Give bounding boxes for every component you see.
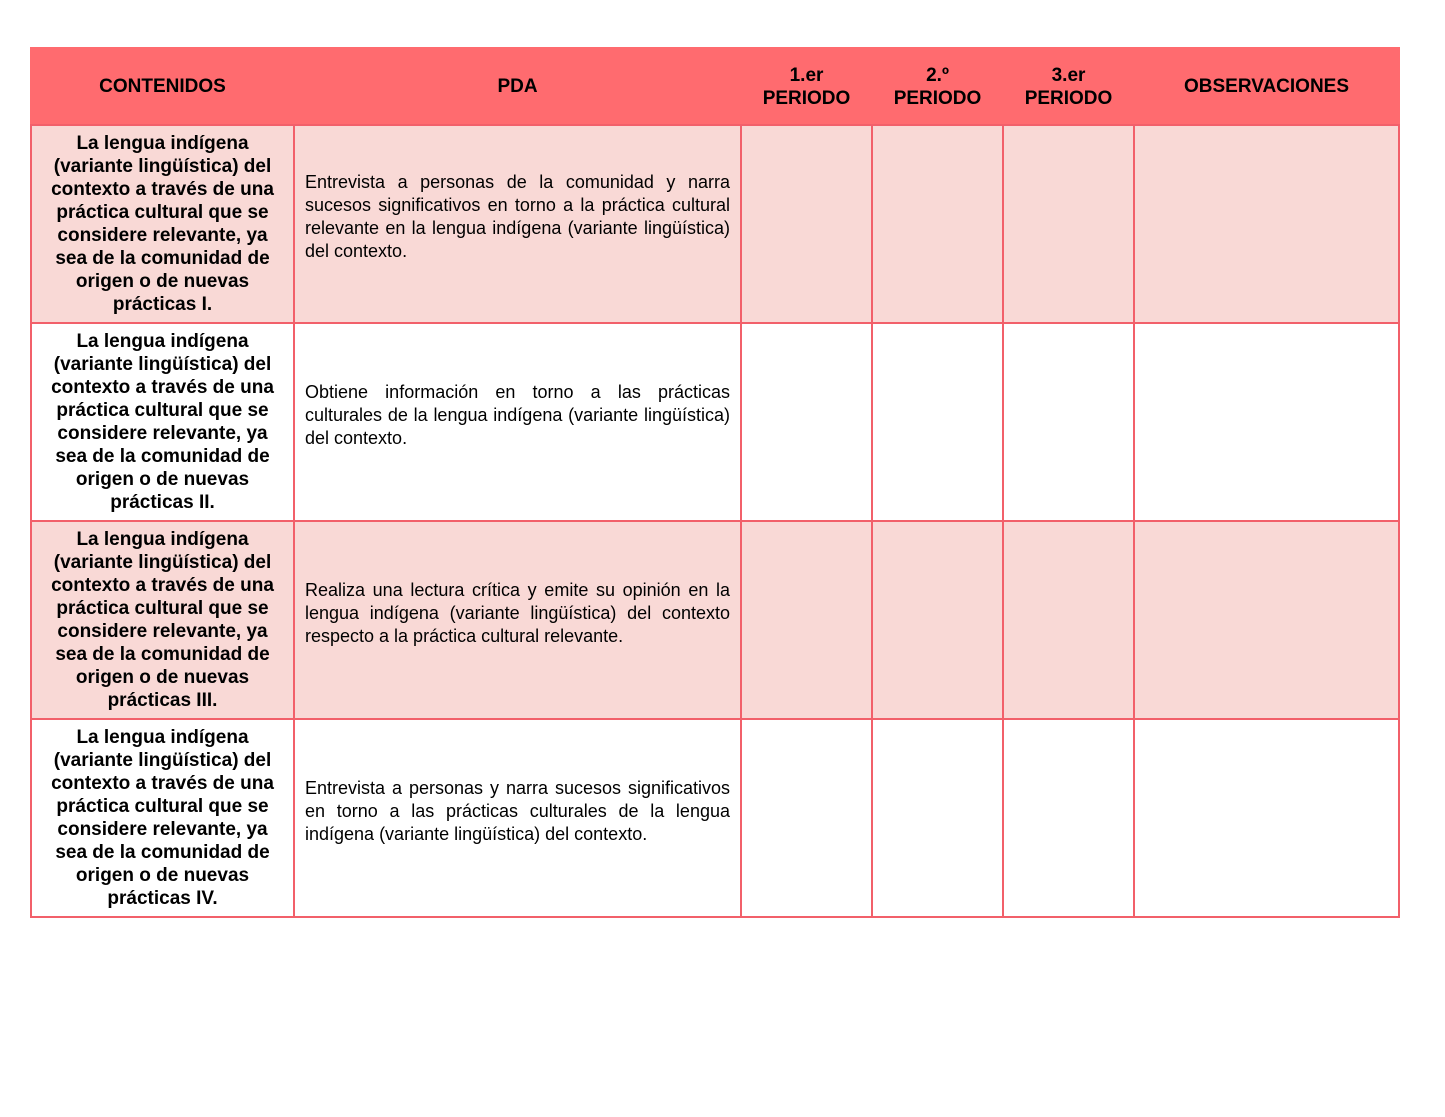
periodo-1-cell[interactable] [741,323,872,521]
header-row [31,48,1399,125]
header-contenidos: CONTENIDOS [31,48,294,125]
pda-cell: Entrevista a personas y narra sucesos significativos en torno a las prácticas culturales de la lengua indígena (variante lingüística) del contexto. [294,719,741,917]
periodo-1-cell[interactable] [741,125,872,323]
table-header [31,48,1399,125]
header-periodo-1-ordinal: 1.er [789,64,824,86]
evaluation-table [30,47,1400,918]
periodo-2-cell[interactable] [872,323,1003,521]
header-periodo-1 [741,48,872,125]
contenido-cell: La lengua indígena (variante lingüística) del contexto a través de una práctica cultural que se considere relevante, ya sea de la comunidad de origen o de nuevas prácticas I. [31,125,294,323]
contenido-cell: La lengua indígena (variante lingüística) del contexto a través de una práctica cultural que se considere relevante, ya sea de la comunidad de origen o de nuevas prácticas III. [31,521,294,719]
header-periodo-2-label: PERIODO [893,87,982,109]
periodo-2-cell[interactable] [872,125,1003,323]
header-periodo-3-ordinal: 3.er [1051,64,1086,86]
periodo-3-cell[interactable] [1003,125,1134,323]
observaciones-cell[interactable] [1134,323,1399,521]
table-row [31,719,1399,917]
contenido-cell: La lengua indígena (variante lingüística) del contexto a través de una práctica cultural que se considere relevante, ya sea de la comunidad de origen o de nuevas prácticas IV. [31,719,294,917]
header-periodo-1-label: PERIODO [762,87,851,109]
periodo-3-cell[interactable] [1003,323,1134,521]
table-body [31,125,1399,917]
table-row [31,125,1399,323]
periodo-2-cell[interactable] [872,521,1003,719]
table-row [31,323,1399,521]
pda-cell: Realiza una lectura crítica y emite su opinión en la lengua indígena (variante lingüística) del contexto respecto a la práctica cultural relevante. [294,521,741,719]
observaciones-cell[interactable] [1134,521,1399,719]
periodo-3-cell[interactable] [1003,521,1134,719]
header-periodo-3-label: PERIODO [1024,87,1113,109]
header-observaciones: OBSERVACIONES [1134,48,1399,125]
contenido-cell: La lengua indígena (variante lingüística) del contexto a través de una práctica cultural que se considere relevante, ya sea de la comunidad de origen o de nuevas prácticas II. [31,323,294,521]
observaciones-cell[interactable] [1134,125,1399,323]
periodo-1-cell[interactable] [741,521,872,719]
header-periodo-3 [1003,48,1134,125]
observaciones-cell[interactable] [1134,719,1399,917]
header-periodo-2 [872,48,1003,125]
periodo-1-cell[interactable] [741,719,872,917]
table-row [31,521,1399,719]
header-pda: PDA [294,48,741,125]
periodo-3-cell[interactable] [1003,719,1134,917]
pda-cell: Entrevista a personas de la comunidad y narra sucesos significativos en torno a la práctica cultural relevante en la lengua indígena (variante lingüística) del contexto. [294,125,741,323]
pda-cell: Obtiene información en torno a las prácticas culturales de la lengua indígena (variante lingüística) del contexto. [294,323,741,521]
header-periodo-2-ordinal: 2.º [926,64,949,86]
periodo-2-cell[interactable] [872,719,1003,917]
